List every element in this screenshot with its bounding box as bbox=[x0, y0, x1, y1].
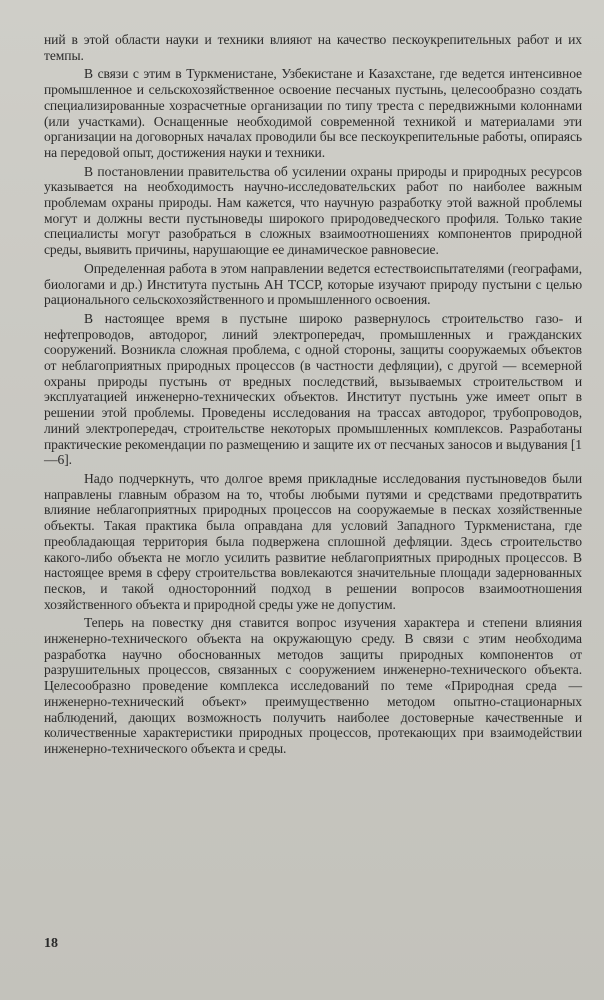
page-number: 18 bbox=[44, 936, 58, 951]
paragraph-institute-work: Определенная работа в этом направлении ведется естествоиспытателями (географами, биологами и др.) Института пустынь АН ТССР, которые изучают природу пустыни с целью рационального сельскохозяйственного и промышленного освоения. bbox=[44, 260, 582, 308]
paragraph-agenda: Теперь на повестку дня ставится вопрос изучения характера и степени влияния инженерно-технического объекта на окружающую среду. В связи с этим необходима разработка научно обоснованных методов защиты природных компонентов от разрушительных процессов, связанных с сооружением инженерно-технического объекта. Целесообразно проведение комплекса исследований по теме «Природная среда — инженерно-технический объект» преимущественно методом опытно-стационарных наблюдений, дающих возможность получить наиболее достоверные качественные и количественные характеристики природных процессов, протекающих при взаимодействии инженерно-технического объекта и среды. bbox=[44, 615, 582, 756]
paragraph-construction: В настоящее время в пустыне широко развернулось строительство газо- и нефтепроводов, автодорог, линий электропередач, промышленных и гражданских сооружений. Возникла сложная проблема, с одной стороны, защиты сооружаемых объектов от неблагоприятных природных процессов (в частности дефляции), с другой — всемерной охраны природы пустынь от вредных последствий, вызываемых строительством и эксплуатацией инженерно-технических объектов. Институт пустынь уже имеет опыт в решении этой проблемы. Проведены исследования на трассах автодорог, трубопроводов, линий электропередач, строительстве некоторых промышленных комплексов. Разработаны практические рекомендации по размещению и защите их от песчаных заносов и выдувания [1—6]. bbox=[44, 310, 582, 468]
paragraph-continuation: ний в этой области науки и техники влияют на качество пескоукрепительных работ и их темпы. bbox=[44, 32, 582, 63]
paragraph-government-resolution: В постановлении правительства об усилении охраны природы и природных ресурсов указывается на необходимость научно-исследовательских работ по наиболее важным проблемам охраны природы. Нам кажется, что научную разработку этой важной проблемы могут и должны вести пустыноведы широкого природоведческого профиля. Только такие специалисты могут разобраться в сложных взаимоотношениях компонентов природной среды, выявить причины, нарушающие ее динамическое равновесие. bbox=[44, 163, 582, 258]
body-text bbox=[44, 32, 582, 757]
paragraph-applied-research: Надо подчеркнуть, что долгое время прикладные исследования пустыноведов были направлены главным образом на то, чтобы любыми путями и средствами предотвратить влияние неблагоприятных природных процессов на сооружаемые в песках хозяйственные объекты. Такая практика была оправдана для условий Западного Туркменистана, где преобладающая территория была подвержена сплошной дефляции. Здесь строительство какого-либо объекта не могло усилить развитие неблагоприятных природных процессов. В настоящее время в сферу строительства вовлекаются значительные площади задернованных песков, и такой односторонний подход в решении вопросов взаимоотношения хозяйственного объекта и природной среды уже не допустим. bbox=[44, 470, 582, 612]
paragraph-specialized-organizations: В связи с этим в Туркменистане, Узбекистане и Казахстане, где ведется интенсивное промышленное и сельскохозяйственное освоение песчаных пустынь, целесообразно создать специализированные хозрасчетные организации по типу треста с передвижными колоннами (или участками). Оснащенные необходимой современной техникой и материалами эти организации на договорных началах проводили бы все пескоукрепительные работы, опираясь на передовой опыт, достижения науки и техники. bbox=[44, 66, 582, 160]
